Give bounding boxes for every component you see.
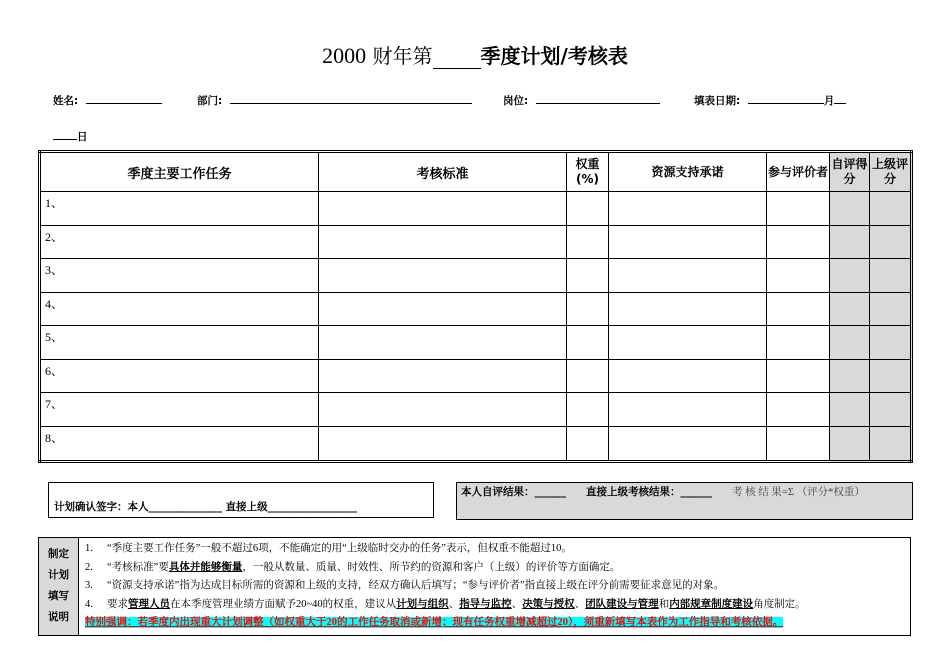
- note-num: 1.: [85, 543, 93, 554]
- table-row: [40, 426, 912, 461]
- note-4: [85, 596, 904, 615]
- cell[interactable]: [830, 359, 870, 393]
- cell[interactable]: [609, 393, 767, 427]
- cell[interactable]: [767, 393, 830, 427]
- cell[interactable]: [870, 393, 912, 427]
- notes-body: [79, 538, 911, 636]
- note-text: 角度制定。: [753, 598, 806, 610]
- cell[interactable]: [319, 326, 567, 360]
- note-emph: 团队建设与管理: [585, 598, 659, 610]
- row-number[interactable]: 5、: [40, 326, 319, 360]
- cell[interactable]: [567, 359, 609, 393]
- cell[interactable]: [830, 259, 870, 293]
- emphasis-text: 特别强调：若季度内出现重大计划调整（如权重大于20的工作任务取消或新增；现有任务权重增减超过20），须重新填写本表作为工作指导和考核依据。: [85, 617, 784, 628]
- note-text: 在本季度管理业绩方面赋予20~40的权重，建议从: [170, 598, 397, 610]
- note-emphasis: [85, 614, 904, 633]
- table-row: [40, 326, 912, 360]
- table-row: [40, 292, 912, 326]
- notes-label-line: 说明: [48, 611, 69, 624]
- result-formula: 考 核 结 果=Σ （评分*权重）: [732, 487, 865, 498]
- cell[interactable]: [609, 426, 767, 461]
- table-header-row: [40, 152, 912, 192]
- note-text: 和: [658, 598, 670, 610]
- note-num: 3.: [85, 580, 93, 591]
- position-label: 岗位:: [503, 95, 529, 107]
- note-text: “考核标准”要: [107, 561, 169, 573]
- row-number[interactable]: 3、: [40, 259, 319, 293]
- self-result-label: 本人自评结果：______: [461, 486, 566, 498]
- cell[interactable]: [870, 192, 912, 226]
- header-weight: 权重(%): [567, 152, 609, 192]
- cell[interactable]: [767, 225, 830, 259]
- note-text: “资源支持承诺”指为达成目标所需的资源和上级的支持，经双方确认后填写；“参与评价者”指直接上级在评分前需要征求意见的对象。: [107, 580, 725, 591]
- cell[interactable]: [767, 292, 830, 326]
- name-input[interactable]: [86, 92, 162, 104]
- cell[interactable]: [609, 326, 767, 360]
- result-box[interactable]: [456, 482, 913, 520]
- cell[interactable]: [567, 292, 609, 326]
- form-title: [0, 40, 950, 69]
- note-1: [85, 540, 904, 559]
- cell[interactable]: [767, 259, 830, 293]
- row-number[interactable]: 8、: [40, 426, 319, 461]
- cell[interactable]: [567, 326, 609, 360]
- note-text: 、: [574, 598, 586, 610]
- note-text: 、: [448, 598, 460, 610]
- cell[interactable]: [319, 426, 567, 461]
- table-row: [40, 393, 912, 427]
- note-2: [85, 559, 904, 578]
- cell[interactable]: [609, 292, 767, 326]
- header-self-score: 自评得分: [830, 152, 870, 192]
- cell[interactable]: [767, 192, 830, 226]
- header-tasks: 季度主要工作任务: [40, 152, 319, 192]
- position-field: [503, 92, 660, 108]
- notes-table: [38, 537, 911, 636]
- title-year: 2000: [322, 43, 367, 68]
- cell[interactable]: [319, 359, 567, 393]
- row-number[interactable]: 4、: [40, 292, 319, 326]
- header-boss-score: 上级评分: [870, 152, 912, 192]
- row-number[interactable]: 1、: [40, 192, 319, 226]
- cell[interactable]: [767, 326, 830, 360]
- cell[interactable]: [319, 292, 567, 326]
- cell[interactable]: [319, 192, 567, 226]
- cell[interactable]: [870, 426, 912, 461]
- note-emph: 决策与授权: [522, 598, 575, 610]
- day-input-part[interactable]: [834, 92, 846, 104]
- day-input[interactable]: [53, 128, 77, 140]
- cell[interactable]: [609, 259, 767, 293]
- note-emph: 具体并能够衡量: [168, 561, 243, 573]
- table-row: [40, 259, 912, 293]
- boss-result-label: 直接上级考核结果：______: [586, 486, 713, 498]
- cell[interactable]: [567, 225, 609, 259]
- dept-input[interactable]: [230, 92, 472, 104]
- note-emph: 计划与组织: [396, 598, 449, 610]
- cell[interactable]: [830, 393, 870, 427]
- cell[interactable]: [830, 426, 870, 461]
- title-part1: 财年第: [372, 44, 433, 68]
- month-input[interactable]: [748, 92, 824, 104]
- notes-label-line: 填写: [48, 590, 69, 603]
- name-field: [53, 92, 162, 108]
- cell[interactable]: [830, 326, 870, 360]
- date-label: 填表日期:: [694, 95, 741, 107]
- cell[interactable]: [870, 359, 912, 393]
- cell[interactable]: [830, 225, 870, 259]
- cell[interactable]: [567, 426, 609, 461]
- notes-label-line: 制定: [48, 548, 69, 561]
- note-text: 、: [511, 598, 523, 610]
- table-row: [40, 359, 912, 393]
- cell[interactable]: [870, 326, 912, 360]
- note-num: 2.: [85, 561, 93, 573]
- note-emph: 指导与监控: [459, 598, 512, 610]
- dept-field: [197, 92, 472, 108]
- row-number[interactable]: 2、: [40, 225, 319, 259]
- note-num: 4.: [85, 598, 93, 610]
- cell[interactable]: [870, 259, 912, 293]
- header-resources: 资源支持承诺: [609, 152, 767, 192]
- position-input[interactable]: [536, 92, 660, 104]
- notes-label: [39, 538, 79, 636]
- date-field: [694, 92, 846, 108]
- sign-text: 计划确认签字：本人______________ 直接上级_________________: [54, 501, 357, 513]
- cell[interactable]: [319, 225, 567, 259]
- cell[interactable]: [319, 259, 567, 293]
- cell[interactable]: [767, 359, 830, 393]
- note-emph: 管理人员: [128, 598, 170, 610]
- note-text: “季度主要工作任务”一般不超过6项，不能确定的用“上级临时交办的任务”表示，但权重不能超过10。: [107, 543, 572, 554]
- note-3: [85, 577, 904, 596]
- day-field: [53, 128, 88, 144]
- cell[interactable]: [609, 225, 767, 259]
- cell[interactable]: [609, 359, 767, 393]
- cell[interactable]: [830, 292, 870, 326]
- note-text: ，一般从数量、质量、时效性、所节约的资源和客户（上级）的评价等方面确定。: [242, 561, 621, 573]
- notes-label-line: 计划: [48, 569, 69, 582]
- sign-box[interactable]: [48, 482, 434, 518]
- name-label: 姓名:: [53, 95, 79, 107]
- cell[interactable]: [870, 292, 912, 326]
- cell[interactable]: [870, 225, 912, 259]
- header-criteria: 考核标准: [319, 152, 567, 192]
- note-emph: 内部规章制度建设: [669, 598, 754, 610]
- cell[interactable]: [567, 192, 609, 226]
- cell[interactable]: [567, 259, 609, 293]
- note-text: 要求: [107, 598, 128, 610]
- day-label: 日: [77, 131, 88, 143]
- dept-label: 部门:: [197, 95, 223, 107]
- cell[interactable]: [830, 192, 870, 226]
- month-label: 月: [823, 95, 835, 107]
- row-number[interactable]: 7、: [40, 393, 319, 427]
- cell[interactable]: [567, 393, 609, 427]
- table-row: [40, 192, 912, 226]
- title-part2: 季度计划/考核表: [480, 44, 628, 68]
- row-number[interactable]: 6、: [40, 359, 319, 393]
- cell[interactable]: [609, 192, 767, 226]
- table-row: [40, 225, 912, 259]
- cell[interactable]: [319, 393, 567, 427]
- plan-table: [38, 150, 913, 463]
- cell[interactable]: [767, 426, 830, 461]
- quarter-blank[interactable]: [433, 48, 481, 69]
- header-evaluators: 参与评价者: [767, 152, 830, 192]
